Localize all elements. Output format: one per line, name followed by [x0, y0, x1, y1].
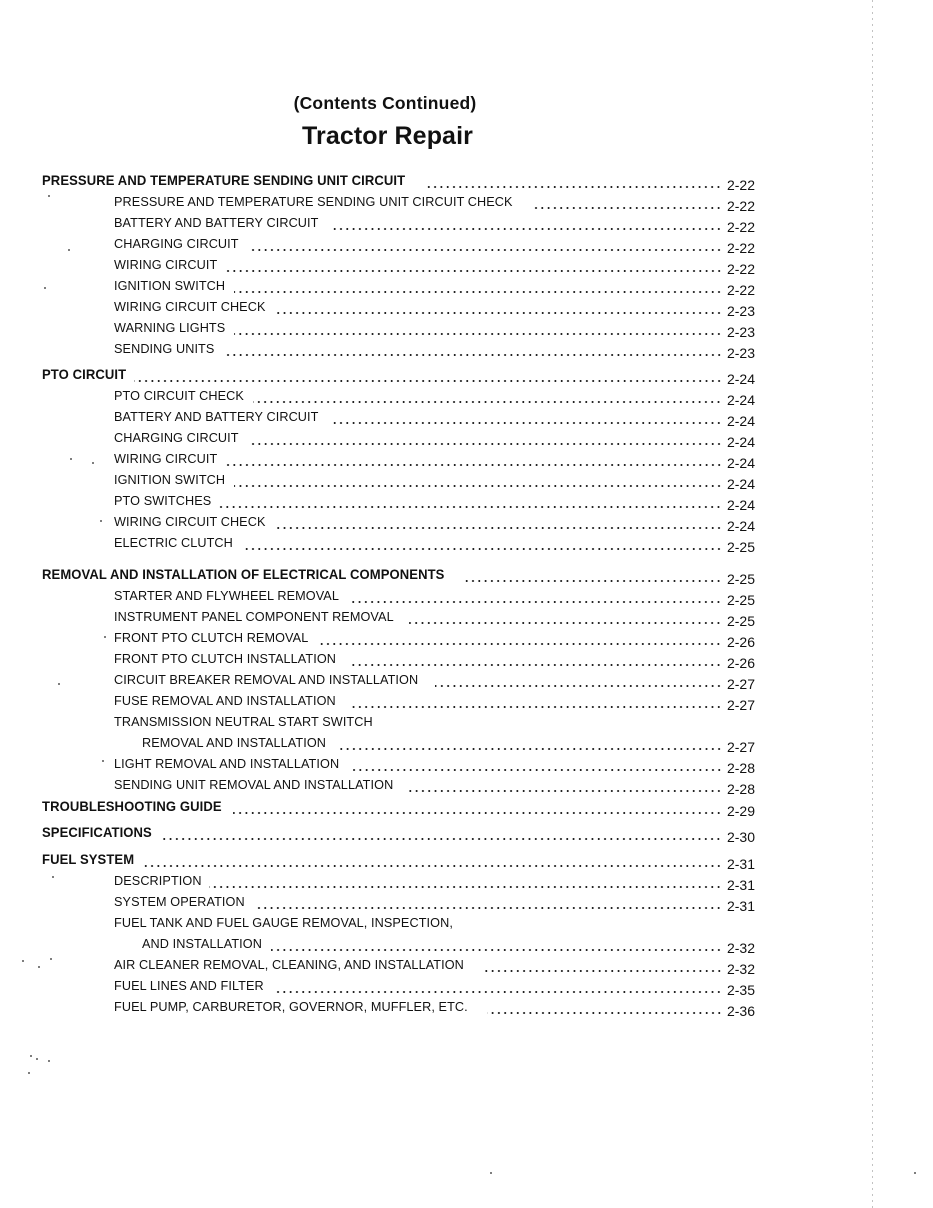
toc-subsection-entry [142, 732, 755, 755]
toc-entry-label: SENDING UNIT REMOVAL AND INSTALLATION [114, 777, 394, 792]
toc-page-number: 2-27 [726, 697, 755, 713]
toc-entry-label: IGNITION SWITCH [114, 472, 226, 487]
toc-entry-label: FUEL LINES AND FILTER [114, 978, 264, 993]
toc-subsection-entry [114, 511, 755, 534]
toc-subsection-entry [114, 296, 755, 319]
toc-entry-label: PTO CIRCUIT [42, 367, 127, 382]
toc-subsection-entry [114, 648, 755, 671]
toc-subsection-entry [114, 191, 755, 214]
scan-speck [36, 1058, 38, 1060]
dot-leader [276, 526, 722, 530]
dot-leader [533, 206, 722, 210]
scan-speck [28, 1072, 30, 1074]
toc-page-number: 2-26 [726, 655, 755, 671]
toc-subsection-entry [142, 933, 755, 956]
toc-page-number: 2-25 [726, 571, 755, 587]
toc-entry-label: SPECIFICATIONS [42, 825, 152, 840]
toc-subsection-entry [114, 996, 755, 1019]
dot-leader [352, 600, 722, 604]
toc-entry-label: TROUBLESHOOTING GUIDE [42, 799, 222, 814]
toc-page-number: 2-22 [726, 198, 755, 214]
scan-speck [58, 683, 60, 685]
dot-leader [465, 579, 722, 583]
toc-page-number: 2-25 [726, 592, 755, 608]
scan-speck [44, 287, 46, 289]
toc-subsection-entry [114, 448, 755, 471]
scan-speck [914, 1172, 916, 1174]
dot-leader [349, 663, 722, 667]
toc-section-entry [42, 796, 755, 819]
toc-page-number: 2-26 [726, 634, 755, 650]
toc-subsection-entry [114, 317, 755, 340]
toc-entry-label: FRONT PTO CLUTCH INSTALLATION [114, 651, 337, 666]
dot-leader [248, 248, 722, 252]
toc-page-number: 2-31 [726, 877, 755, 893]
toc-entry-label: SENDING UNITS [114, 341, 215, 356]
scan-speck [102, 760, 104, 762]
toc-subsection-entry [114, 254, 755, 277]
dot-leader [409, 621, 722, 625]
dot-leader [276, 311, 722, 315]
toc-page-number: 2-25 [726, 613, 755, 629]
dot-leader [142, 864, 722, 868]
toc-subsection-entry [114, 275, 755, 298]
toc-subsection-entry [114, 711, 755, 729]
toc-section-entry [42, 849, 755, 872]
dot-leader [219, 505, 722, 509]
toc-page-number: 2-28 [726, 781, 755, 797]
toc-section-entry [42, 170, 755, 193]
toc-section-entry [42, 364, 755, 387]
toc-page-number: 2-22 [726, 261, 755, 277]
dot-leader [254, 906, 722, 910]
scan-speck [70, 458, 72, 460]
dot-leader [233, 811, 722, 815]
toc-entry-label: PTO CIRCUIT CHECK [114, 388, 244, 403]
toc-entry-label: INSTRUMENT PANEL COMPONENT REMOVAL [114, 609, 394, 624]
toc-subsection-entry [114, 690, 755, 713]
toc-entry-label: WARNING LIGHTS [114, 320, 226, 335]
toc-entry-label: BATTERY AND BATTERY CIRCUIT [114, 409, 319, 424]
toc-page-number: 2-22 [726, 240, 755, 256]
toc-entry-label: PRESSURE AND TEMPERATURE SENDING UNIT CIRCUIT [42, 173, 406, 188]
scan-speck [92, 462, 94, 464]
toc-subsection-entry [114, 406, 755, 429]
toc-subsection-entry [114, 212, 755, 235]
dot-leader [409, 789, 722, 793]
dot-leader [160, 837, 722, 841]
dot-leader [274, 990, 722, 994]
toc-entry-label: IGNITION SWITCH [114, 278, 226, 293]
toc-entry-label: CHARGING CIRCUIT [114, 236, 239, 251]
toc-subsection-entry [114, 233, 755, 256]
toc-subsection-entry [114, 912, 755, 930]
toc-page-number: 2-24 [726, 392, 755, 408]
toc-subsection-entry [114, 427, 755, 450]
dot-leader [349, 705, 722, 709]
toc-entry-label: LIGHT REMOVAL AND INSTALLATION [114, 756, 340, 771]
toc-subsection-entry [114, 385, 755, 408]
toc-entry-label: AIR CLEANER REMOVAL, CLEANING, AND INSTALLATION [114, 957, 464, 972]
dot-leader [320, 642, 722, 646]
scan-speck [48, 195, 50, 197]
toc-entry-label: FRONT PTO CLUTCH REMOVAL [114, 630, 309, 645]
toc-entry-label: WIRING CIRCUIT [114, 257, 218, 272]
toc-page-number: 2-25 [726, 539, 755, 555]
toc-entry-label: TRANSMISSION NEUTRAL START SWITCH [114, 714, 373, 729]
toc-entry-label: PRESSURE AND TEMPERATURE SENDING UNIT CIRCUIT CHECK [114, 194, 513, 209]
scan-speck [68, 249, 70, 251]
toc-page-number: 2-36 [726, 1003, 755, 1019]
contents-continued-heading: (Contents Continued) [293, 93, 477, 113]
dot-leader [226, 463, 722, 467]
toc-subsection-entry [114, 870, 755, 893]
scan-artifact-line [872, 0, 873, 1208]
dot-leader [223, 353, 722, 357]
toc-entry-label: WIRING CIRCUIT CHECK [114, 299, 266, 314]
dot-leader [234, 290, 722, 294]
toc-page-number: 2-31 [726, 856, 755, 872]
toc-subsection-entry [114, 627, 755, 650]
dot-leader [353, 768, 722, 772]
toc-page-number: 2-32 [726, 940, 755, 956]
scan-speck [22, 960, 24, 962]
dot-leader [331, 421, 722, 425]
toc-subsection-entry [114, 490, 755, 513]
toc-section-entry [42, 564, 755, 587]
scan-speck [30, 1055, 32, 1057]
toc-page-number: 2-32 [726, 961, 755, 977]
toc-entry-label: CHARGING CIRCUIT [114, 430, 239, 445]
toc-page-number: 2-35 [726, 982, 755, 998]
dot-leader [483, 969, 722, 973]
toc-subsection-entry [114, 532, 755, 555]
toc-subsection-entry [114, 606, 755, 629]
toc-entry-label: ELECTRIC CLUTCH [114, 535, 233, 550]
dot-leader [338, 747, 722, 751]
dot-leader [271, 948, 722, 952]
dot-leader [234, 484, 722, 488]
toc-entry-label: FUSE REMOVAL AND INSTALLATION [114, 693, 336, 708]
toc-page-number: 2-24 [726, 413, 755, 429]
dot-leader [226, 269, 722, 273]
toc-page-number: 2-28 [726, 760, 755, 776]
toc-page-number: 2-23 [726, 324, 755, 340]
toc-subsection-entry [114, 669, 755, 692]
toc-page-number: 2-24 [726, 518, 755, 534]
toc-page-number: 2-24 [726, 371, 755, 387]
scan-speck [38, 966, 40, 968]
toc-page-number: 2-24 [726, 434, 755, 450]
toc-entry-label: FUEL TANK AND FUEL GAUGE REMOVAL, INSPECTION, [114, 915, 453, 930]
toc-entry-label: PTO SWITCHES [114, 493, 212, 508]
dot-leader [248, 442, 722, 446]
toc-subsection-entry [114, 338, 755, 361]
dot-leader [209, 885, 722, 889]
dot-leader [134, 379, 722, 383]
toc-page-number: 2-29 [726, 803, 755, 819]
dot-leader [487, 1011, 722, 1015]
toc-entry-label: REMOVAL AND INSTALLATION [142, 735, 327, 750]
toc-subsection-entry [114, 469, 755, 492]
dot-leader [435, 684, 722, 688]
scan-speck [100, 520, 102, 522]
page-title: Tractor Repair [302, 122, 473, 150]
dot-leader [424, 185, 722, 189]
toc-page-number: 2-24 [726, 455, 755, 471]
toc-subsection-entry [114, 891, 755, 914]
scan-speck [104, 636, 106, 638]
scan-speck [50, 958, 52, 960]
dot-leader [331, 227, 722, 231]
toc-entry-label: WIRING CIRCUIT CHECK [114, 514, 266, 529]
toc-page-number: 2-23 [726, 345, 755, 361]
toc-entry-label: FUEL PUMP, CARBURETOR, GOVERNOR, MUFFLER, ETC. [114, 999, 468, 1014]
toc-subsection-entry [114, 774, 755, 797]
toc-page-number: 2-27 [726, 676, 755, 692]
toc-entry-label: DESCRIPTION [114, 873, 202, 888]
dot-leader [253, 400, 722, 404]
toc-entry-label: REMOVAL AND INSTALLATION OF ELECTRICAL COMPONENTS [42, 567, 445, 582]
scan-speck [490, 1172, 492, 1174]
toc-page-number: 2-24 [726, 476, 755, 492]
toc-entry-label: BATTERY AND BATTERY CIRCUIT [114, 215, 319, 230]
scan-speck [52, 876, 54, 878]
toc-entry-label: CIRCUIT BREAKER REMOVAL AND INSTALLATION [114, 672, 419, 687]
toc-subsection-entry [114, 753, 755, 776]
toc-page-number: 2-22 [726, 219, 755, 235]
toc-page-number: 2-24 [726, 497, 755, 513]
toc-page-number: 2-23 [726, 303, 755, 319]
toc-section-entry [42, 822, 755, 845]
toc-page-number: 2-27 [726, 739, 755, 755]
toc-subsection-entry [114, 585, 755, 608]
toc-subsection-entry [114, 975, 755, 998]
toc-entry-label: STARTER AND FLYWHEEL REMOVAL [114, 588, 339, 603]
toc-entry-label: AND INSTALLATION [142, 936, 262, 951]
scan-speck [48, 1060, 50, 1062]
dot-leader [242, 547, 722, 551]
toc-page-number: 2-31 [726, 898, 755, 914]
dot-leader [234, 332, 722, 336]
toc-entry-label: FUEL SYSTEM [42, 852, 135, 867]
toc-entry-label: SYSTEM OPERATION [114, 894, 245, 909]
toc-entry-label: WIRING CIRCUIT [114, 451, 218, 466]
toc-page-number: 2-22 [726, 282, 755, 298]
toc-subsection-entry [114, 954, 755, 977]
toc-page-number: 2-30 [726, 829, 755, 845]
toc-page-number: 2-22 [726, 177, 755, 193]
